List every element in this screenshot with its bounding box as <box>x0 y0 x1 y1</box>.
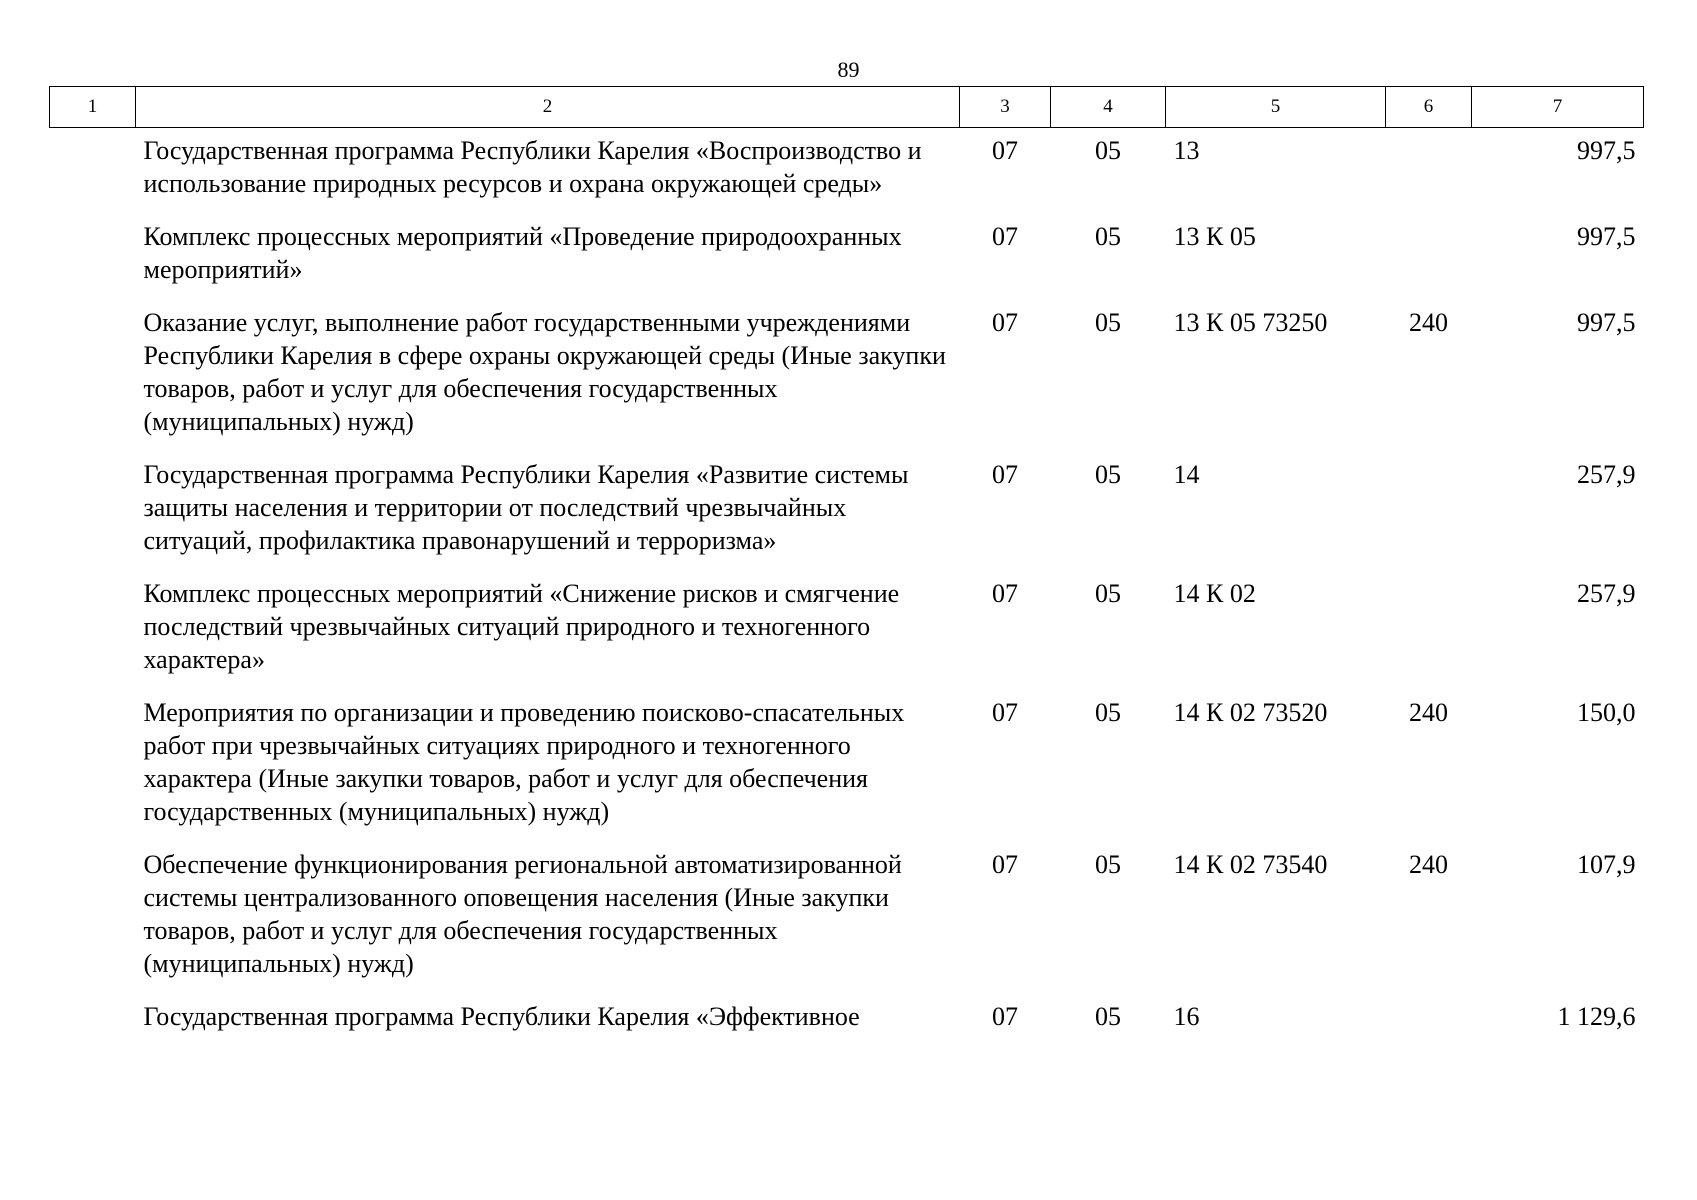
row-name: Комплекс процессных мероприятий «Снижение рисков и смягчение последствий чрезвычайных ситуаций природного и техногенного характера» <box>143 579 900 674</box>
column-header-5: 5 <box>1166 87 1386 128</box>
row-subsection: 05 <box>1095 136 1121 165</box>
row-amount: 257,9 <box>1577 460 1636 489</box>
row-expense-type <box>1386 557 1472 676</box>
row-amount: 107,9 <box>1577 850 1636 879</box>
column-header-1: 1 <box>50 87 136 128</box>
row-section: 07 <box>992 850 1018 879</box>
row-subsection: 05 <box>1095 579 1121 608</box>
column-number-header-row <box>50 87 1644 128</box>
table-row <box>50 286 1644 438</box>
row-target-code: 13 К 05 73250 <box>1173 308 1328 337</box>
table-row <box>50 438 1644 557</box>
column-header-6: 6 <box>1386 87 1472 128</box>
row-target-code: 14 К 02 <box>1173 579 1256 608</box>
table-row <box>50 828 1644 980</box>
row-expense-type <box>1386 438 1472 557</box>
column-header-2: 2 <box>136 87 960 128</box>
budget-table <box>49 86 1644 1033</box>
row-expense-type: 240 <box>1409 850 1448 879</box>
row-subsection: 05 <box>1095 1002 1121 1031</box>
column-header-3: 3 <box>960 87 1051 128</box>
table-row <box>50 676 1644 828</box>
row-expense-type: 240 <box>1409 308 1448 337</box>
row-target-code: 14 К 02 73520 <box>1173 698 1328 727</box>
row-expense-type: 240 <box>1409 698 1448 727</box>
row-name: Государственная программа Республики Карелия «Воспроизводство и использование природных ресурсов и охрана окружающей среды» <box>143 136 922 198</box>
row-target-code: 14 <box>1173 460 1200 489</box>
table-row <box>50 557 1644 676</box>
page-number: 89 <box>837 57 860 82</box>
row-amount: 997,5 <box>1577 308 1636 337</box>
row-section: 07 <box>992 222 1018 251</box>
row-subsection: 05 <box>1095 850 1121 879</box>
row-section: 07 <box>992 698 1018 727</box>
row-name: Государственная программа Республики Карелия «Развитие системы защиты населения и территории от последствий чрезвычайных ситуаций, профилактика правонарушений и терроризма» <box>143 460 909 555</box>
row-section: 07 <box>992 579 1018 608</box>
row-subsection: 05 <box>1095 308 1121 337</box>
row-target-code: 13 <box>1173 136 1200 165</box>
row-target-code: 13 К 05 <box>1173 222 1256 251</box>
row-expense-type <box>1386 200 1472 286</box>
row-name: Мероприятия по организации и проведению поисково-спасательных работ при чрезвычайных ситуациях природного и техногенного характера (Иные закупки товаров, работ и услуг для обеспечения государственных (муниципальных) нужд) <box>143 698 905 826</box>
row-expense-type <box>1386 128 1472 201</box>
row-section: 07 <box>992 1002 1018 1031</box>
row-amount: 997,5 <box>1577 222 1636 251</box>
column-header-4: 4 <box>1051 87 1166 128</box>
row-subsection: 05 <box>1095 698 1121 727</box>
row-name: Обеспечение функционирования региональной автоматизированной системы централизованного оповещения населения (Иные закупки товаров, работ и услуг для обеспечения государственных (муниципальных) нужд) <box>143 850 902 978</box>
row-amount: 997,5 <box>1577 136 1636 165</box>
row-subsection: 05 <box>1095 460 1121 489</box>
row-amount: 1 129,6 <box>1557 1002 1636 1031</box>
row-name: Комплекс процессных мероприятий «Проведение природоохранных мероприятий» <box>143 222 902 284</box>
row-section: 07 <box>992 460 1018 489</box>
table-row <box>50 200 1644 286</box>
row-name: Оказание услуг, выполнение работ государственными учреждениями Республики Карелия в сфере охраны окружающей среды (Иные закупки товаров, работ и услуг для обеспечения государственных (муниципальных) нужд) <box>143 308 946 436</box>
table-row <box>50 128 1644 201</box>
row-name: Государственная программа Республики Карелия «Эффективное <box>143 1002 860 1031</box>
column-header-7: 7 <box>1472 87 1644 128</box>
row-expense-type <box>1386 980 1472 1033</box>
row-target-code: 16 <box>1173 1002 1200 1031</box>
row-amount: 257,9 <box>1577 579 1636 608</box>
row-section: 07 <box>992 136 1018 165</box>
row-section: 07 <box>992 308 1018 337</box>
row-target-code: 14 К 02 73540 <box>1173 850 1328 879</box>
row-amount: 150,0 <box>1577 698 1636 727</box>
table-row <box>50 980 1644 1033</box>
row-subsection: 05 <box>1095 222 1121 251</box>
